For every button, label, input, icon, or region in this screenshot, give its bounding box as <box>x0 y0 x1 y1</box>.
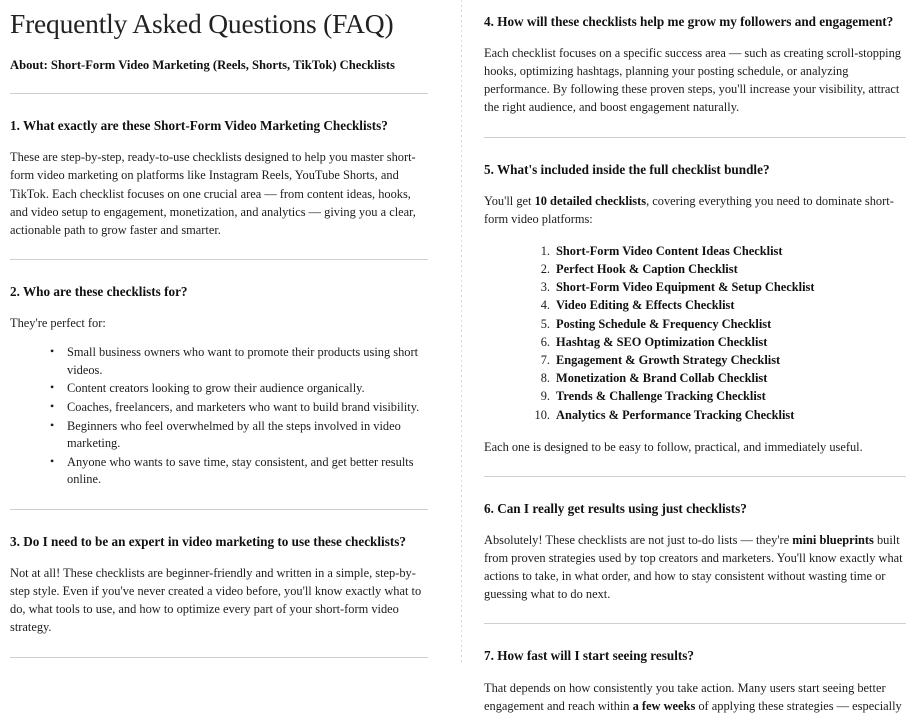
answer-text-before: Absolutely! These checklists are not just to-do lists — they're <box>484 532 793 547</box>
faq-answer-2-intro: They're perfect for: <box>10 316 106 331</box>
section-divider <box>484 476 906 477</box>
intro-text-after: , covering everything you need to dominate short-form video platforms: <box>484 193 894 226</box>
answer-text-emphasis: a few weeks <box>632 698 696 713</box>
faq-question-2: 2. Who are these checklists for? <box>10 283 188 299</box>
faq-answer-3: Not at all! These checklists are beginner-friendly and written in a simple, step-by-step style. Even if you've never created a video before, you'll know exactly what to do, what tools to use, and how to optimize every part of your short-form video strategy. <box>10 566 422 635</box>
list-item: • Small business owners who want to promote their products using short videos. <box>50 344 428 379</box>
list-item: Posting Schedule & Frequency Checklist <box>556 316 772 331</box>
list-item: Perfect Hook & Caption Checklist <box>556 262 738 277</box>
left-column <box>0 0 462 665</box>
list-item: Video Editing & Effects Checklist <box>556 298 735 313</box>
list-item: Engagement & Growth Strategy Checklist <box>556 353 781 367</box>
document-subtitle: About: Short-Form Video Marketing (Reels, Shorts, TikTok) Checklists <box>10 57 395 72</box>
faq-answer-1: These are step-by-step, ready-to-use checklists designed to help you master short-form video marketing on platforms like Instagram Reels, YouTube Shorts, and TikTok. Each checklist focuses on one crucial area — from content ideas, hooks, and video setup to engagement, monetization, and analytics — giving you a clear, actionable path to grow faster and smarter. <box>10 150 416 237</box>
list-item: • Content creators looking to grow their audience organically. <box>50 380 428 398</box>
section-divider <box>10 93 428 94</box>
list-item: Short-Form Video Content Ideas Checklist <box>556 243 783 258</box>
section-divider <box>10 509 428 510</box>
section-divider <box>10 259 428 260</box>
list-item: • Anyone who wants to save time, stay consistent, and get better results online. <box>50 454 428 489</box>
faq-answer-7 <box>484 679 906 715</box>
faq-answer-6 <box>484 531 906 603</box>
intro-text-before: You'll get <box>484 193 535 208</box>
list-item: • Coaches, freelancers, and marketers who want to build brand visibility. <box>50 399 428 417</box>
section-divider <box>484 137 906 138</box>
checklist-bundle-list <box>484 242 906 424</box>
list-item: Trends & Challenge Tracking Checklist <box>556 389 766 404</box>
faq-answer-2-list <box>10 344 428 489</box>
faq-question-5: 5. What's included inside the full checklist bundle? <box>484 161 770 177</box>
page-title: Frequently Asked Questions (FAQ) <box>10 8 394 39</box>
list-item: Analytics & Performance Tracking Checklist <box>556 407 795 422</box>
section-divider <box>484 623 906 624</box>
section-divider <box>10 657 428 658</box>
list-item: Hashtag & SEO Optimization Checklist <box>556 334 768 349</box>
right-column <box>462 0 924 713</box>
faq-question-7: 7. How fast will I start seeing results? <box>484 648 695 664</box>
answer-text-before: That depends on how consistently you take action. Many users start seeing better engagement and reach within <box>484 680 886 713</box>
faq-answer-5-intro <box>484 192 906 228</box>
list-item: Monetization & Brand Collab Checklist <box>556 371 768 386</box>
faq-question-3: 3. Do I need to be an expert in video marketing to use these checklists? <box>10 534 406 549</box>
faq-answer-4: Each checklist focuses on a specific success area — such as creating scroll-stopping hooks, optimizing hashtags, planning your posting schedule, or analyzing performance. By following these proven steps, you'll increase your visibility, attract the right audience, and boost engagement naturally. <box>484 46 901 115</box>
list-item: Short-Form Video Equipment & Setup Checklist <box>556 280 815 295</box>
intro-text-emphasis: 10 detailed checklists <box>534 193 647 208</box>
faq-question-1: 1. What exactly are these Short-Form Video Marketing Checklists? <box>10 118 388 134</box>
list-item: • Beginners who feel overwhelmed by all the steps involved in video marketing. <box>50 418 428 453</box>
faq-question-6: 6. Can I really get results using just checklists? <box>484 500 747 516</box>
answer-text-after: of applying these strategies — especially <box>695 698 902 713</box>
faq-answer-5-closing: Each one is designed to be easy to follow, practical, and immediately useful. <box>484 439 863 454</box>
faq-question-4: 4. How will these checklists help me grow my followers and engagement? <box>484 14 894 29</box>
answer-text-after: built from proven strategies used by top creators and marketers. You'll know exactly what actions to take, in what order, and how to stay consistent without wasting time or guessing what to do next. <box>484 532 903 602</box>
column-divider <box>461 0 462 665</box>
answer-text-emphasis: mini blueprints <box>792 532 874 547</box>
